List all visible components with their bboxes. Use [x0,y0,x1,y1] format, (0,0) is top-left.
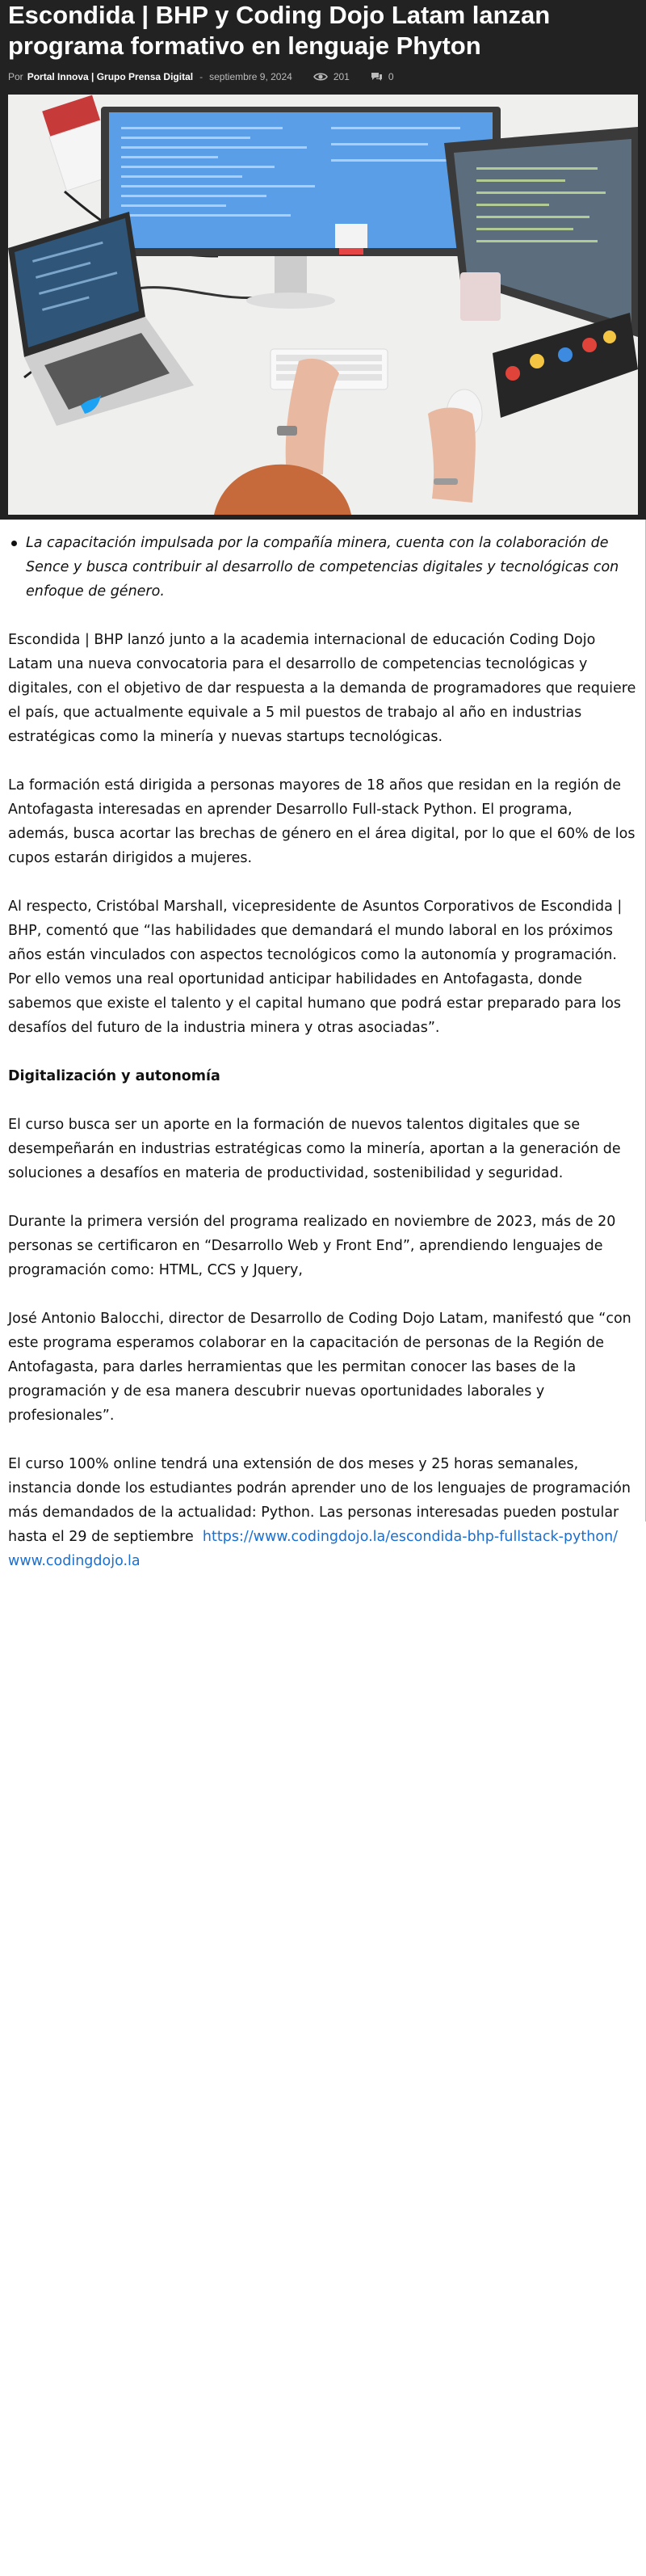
hero-image [8,95,638,515]
views-count: 201 [333,71,350,82]
paragraph-3: Al respecto, Cristóbal Marshall, vicepresidente de Asuntos Corporativos de Escondida | BHP, comentó que “las habilidades que demandará el mundo laboral en los próximos años están vinculados con aspectos tecnológicos como la autonomía y programación. Por ello vemos una real oportunidad anticipar habilidades en Antofagasta, donde sabemos que existe el talento y el capital humano que podrá estar preparado para los desafíos del futuro de la industria minera y otras asociadas”. [8,899,623,1036]
article-header [0,0,646,520]
meta-separator: - [199,71,203,82]
author-link[interactable]: Portal Innova | Grupo Prensa Digital [27,71,194,82]
lead-summary: La capacitación impulsada por la compañía minera, cuenta con la colaboración de Sence y busca contribuir al desarrollo de competencias digitales y tecnológicas con enfoque de género. [26,531,636,604]
article-body [0,520,646,1569]
by-label: Por [8,71,23,82]
comments-count: 0 [388,71,394,82]
paragraph-2: La formación está dirigida a personas mayores de 18 años que residan en la región de Antofagasta interesadas en aprender Desarrollo Full-stack Python. El programa, además, busca acortar las brechas de género en el área digital, por lo que el 60% de los cupos estarán dirigidos a mujeres. [8,777,636,866]
eye-icon [313,72,328,82]
codingdojo-program-link[interactable]: https://www.codingdojo.la/escondida-bhp-fullstack-python/ [202,1529,619,1545]
publish-date: septiembre 9, 2024 [209,71,292,82]
views-counter [313,71,350,82]
paragraph-4: El curso busca ser un aporte en la formación de nuevos talentos digitales que se desempeñarán en industrias estratégicas como la minería, aportan a la generación de soluciones a desafíos en materia de productividad, sostenibilidad y seguridad. [8,1117,621,1181]
paragraph-1: Escondida | BHP lanzó junto a la academia internacional de educación Coding Dojo Latam una nueva convocatoria para el desarrollo de competencias tecnológicas y digitales, con el objetivo de dar respuesta a la demanda de programadores que requiere el país, que actualmente equivale a 5 mil puestos de trabajo al año en industrias estratégicas como la minería y nuevas startups tecnológicas. [8,632,636,745]
paragraph-7 [8,1452,637,1573]
lead-list [8,520,637,604]
comment-icon [371,72,383,82]
codingdojo-home-link[interactable]: www.codingdojo.la [8,1553,141,1569]
paragraph-6: José Antonio Balocchi, director de Desarrollo de Coding Dojo Latam, manifestó que “con este programa esperamos colaborar en la capacitación de personas de la Región de Antofagasta, para darles herramientas que les permitan conocer las bases de la programación y de esa manera descubrir nuevas oportunidades laborales y profesionales”. [8,1311,631,1424]
section-heading: Digitalización y autonomía [8,1068,220,1084]
comments-counter[interactable] [371,71,394,82]
article-meta [8,69,638,85]
paragraph-7-text: El curso 100% online tendrá una extensión de dos meses y 25 horas semanales, instancia donde los estudiantes podrán aprender uno de los lenguajes de programación más demandados de la actualidad: Python. Las personas interesadas pueden postular hasta el 29 de septiembre [8,1456,631,1545]
article-title: Escondida | BHP y Coding Dojo Latam lanzan programa formativo en lenguaje Phyton [8,1,551,60]
workspace-photo [8,95,638,515]
paragraph-5: Durante la primera versión del programa realizado en noviembre de 2023, más de 20 personas se certificaron en “Desarrollo Web y Front End”, aprendiendo lenguajes de programación como: HTML, CCS y Jquery, [8,1214,616,1278]
